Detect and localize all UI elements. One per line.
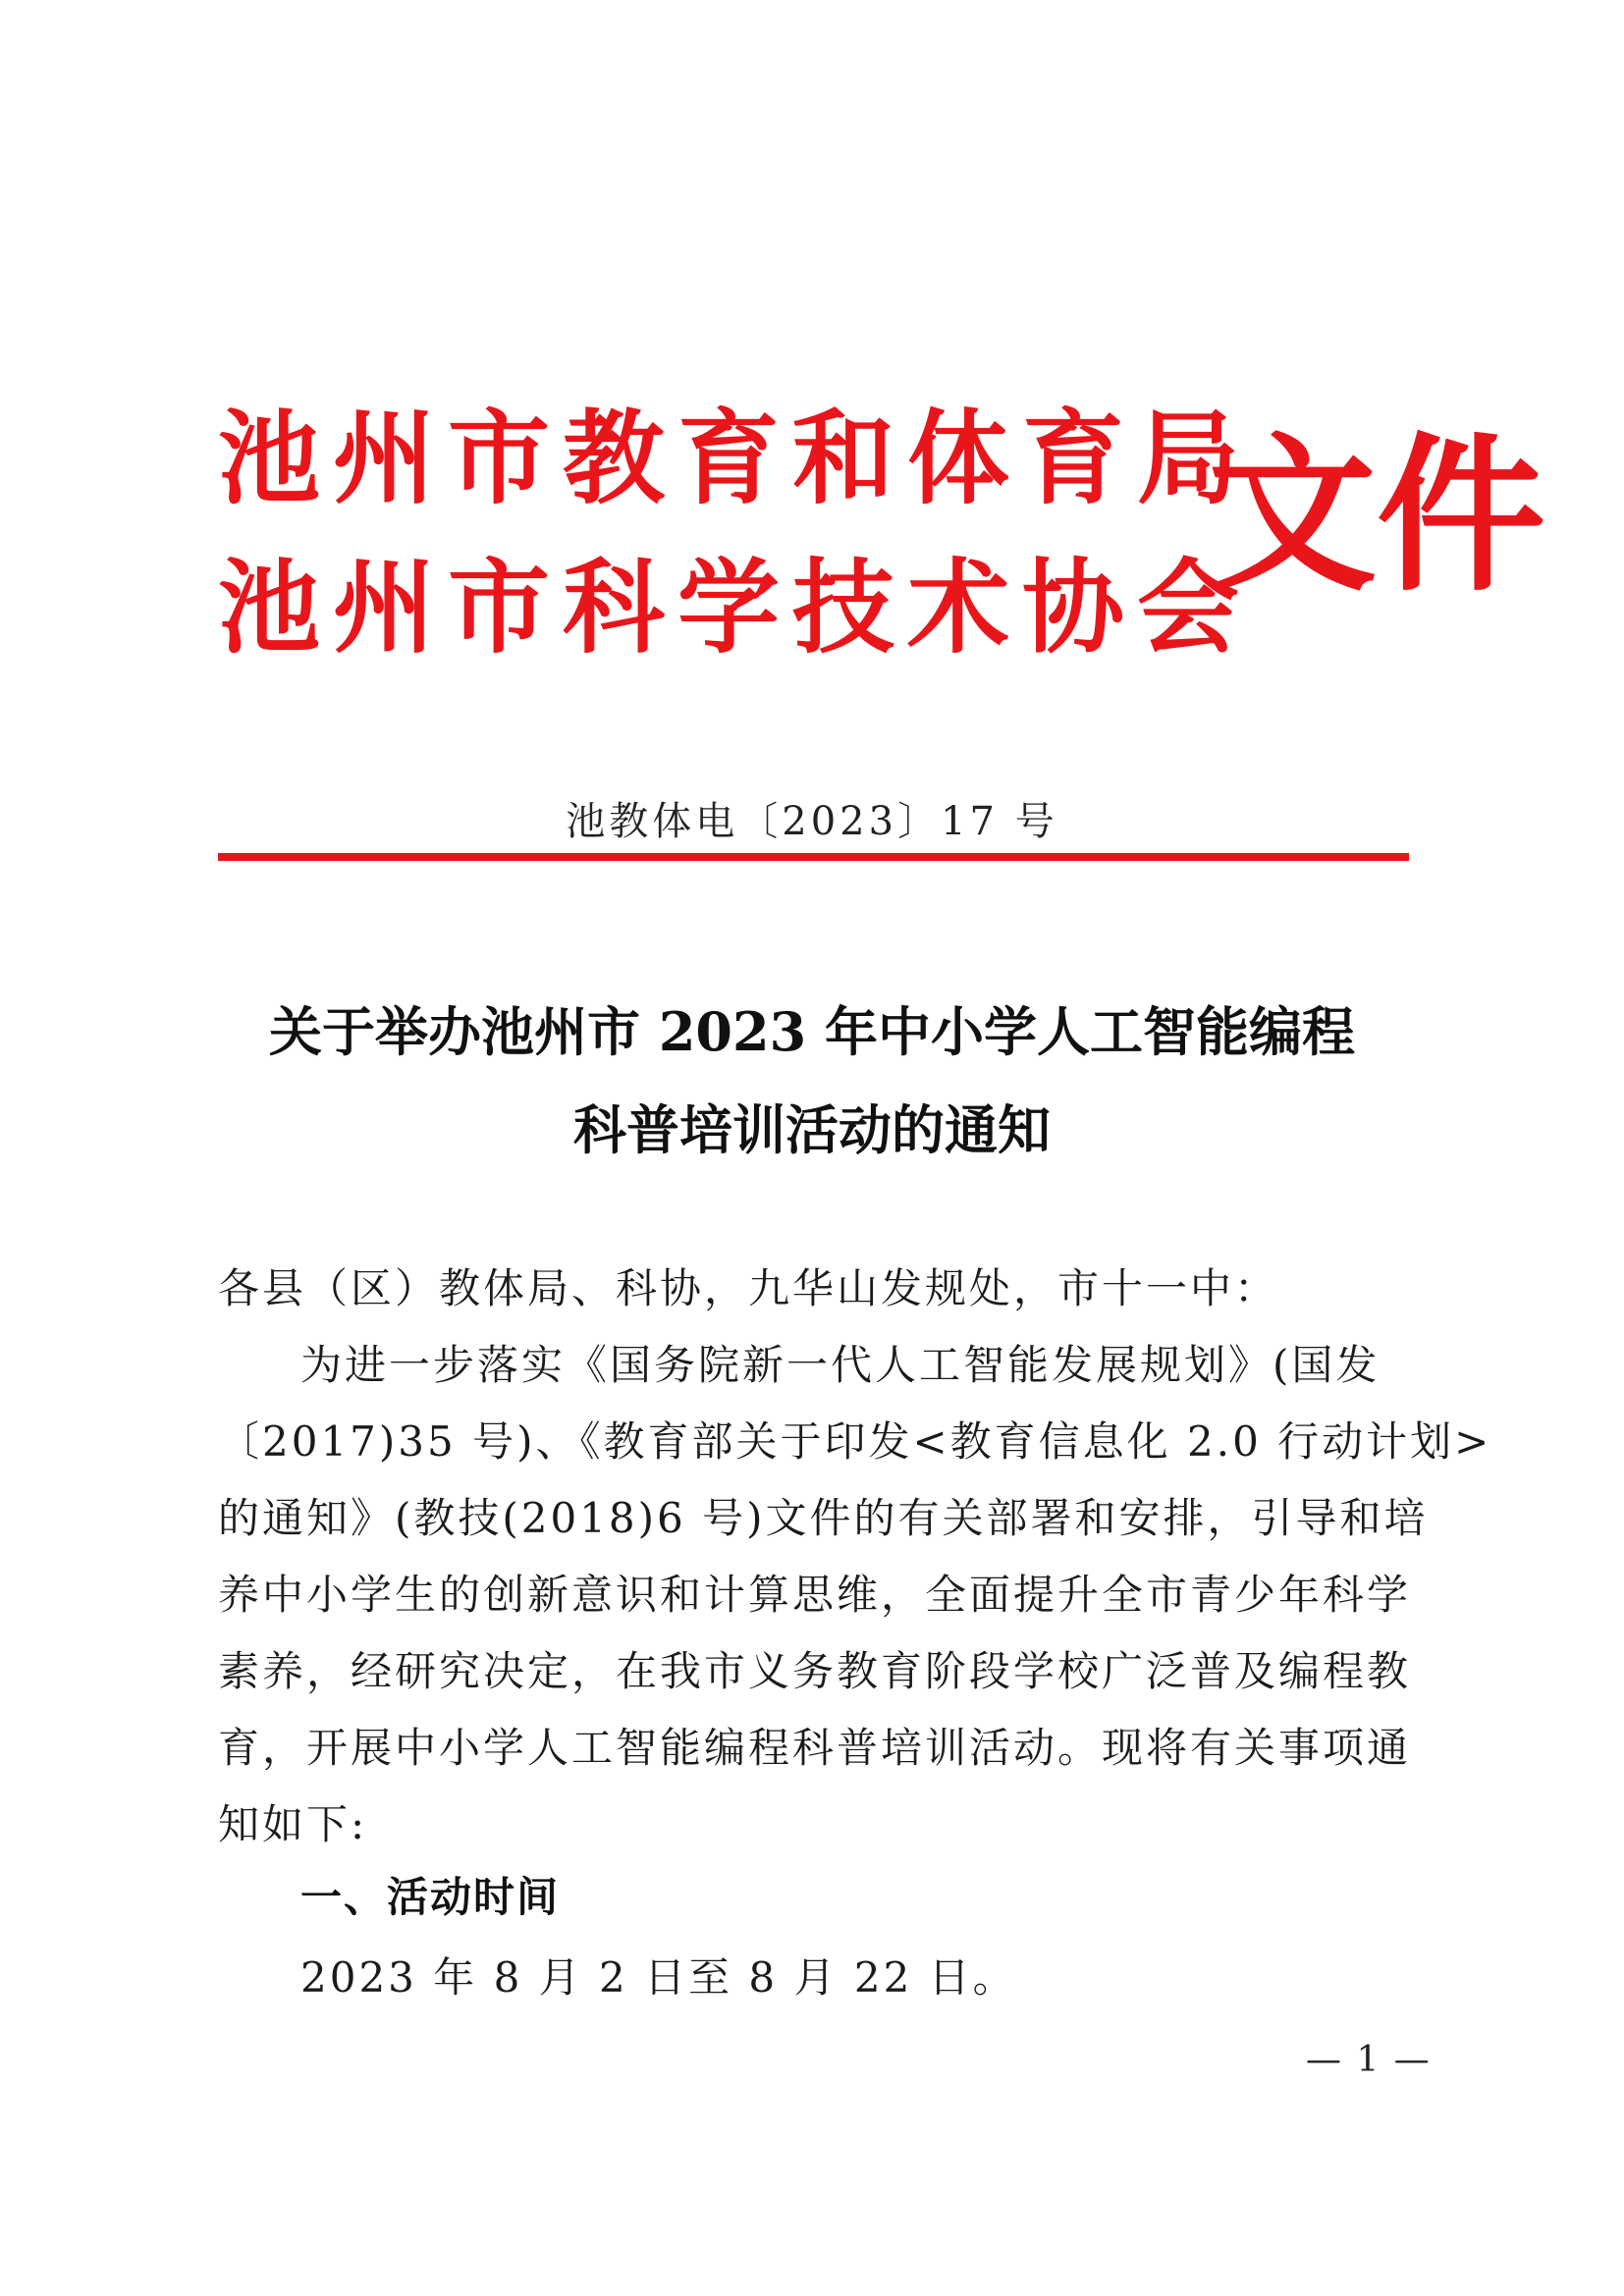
page-number: — 1 — [1306,2040,1432,2080]
paragraph-line: 育，开展中小学人工智能编程科普培训活动。现将有关事项通 [218,1724,1412,1772]
paragraph-line: 养中小学生的创新意识和计算思维，全面提升全市青少年科学 [218,1571,1412,1619]
notice-title-line1: 关于举办池州市 2023 年中小学人工智能编程 [269,1000,1355,1063]
red-divider-line [218,853,1409,861]
issuer-line-education-bureau: 池州市教育和体育局 [218,399,1253,518]
paragraph-line: 知如下: [218,1800,368,1848]
issuer-line-science-association: 池州市科学技术协会 [218,548,1253,667]
section-heading-activity-time: 一、活动时间 [300,1873,561,1921]
activity-dates: 2023 年 8 月 2 日至 8 月 22 日。 [300,1953,1017,2002]
document-number: 池教体电〔2023〕17 号 [566,799,1058,844]
document-suffix: 文件 [1208,417,1545,614]
paragraph-line: 素养，经研究决定，在我市义务教育阶段学校广泛普及编程教 [218,1647,1412,1695]
paragraph-line: 的通知》(教技(2018)6 号)文件的有关部署和安排，引导和培 [218,1494,1429,1542]
salutation: 各县（区）教体局、科协，九华山发规处，市十一中： [218,1264,1279,1312]
paragraph-line: 〔2017)35 号)、《教育部关于印发<教育信息化 2.0 行动计划> [218,1417,1492,1466]
paragraph-line: 为进一步落实《国务院新一代人工智能发展规划》(国发 [300,1341,1380,1389]
notice-title-line2: 科普培训活动的通知 [573,1098,1051,1161]
